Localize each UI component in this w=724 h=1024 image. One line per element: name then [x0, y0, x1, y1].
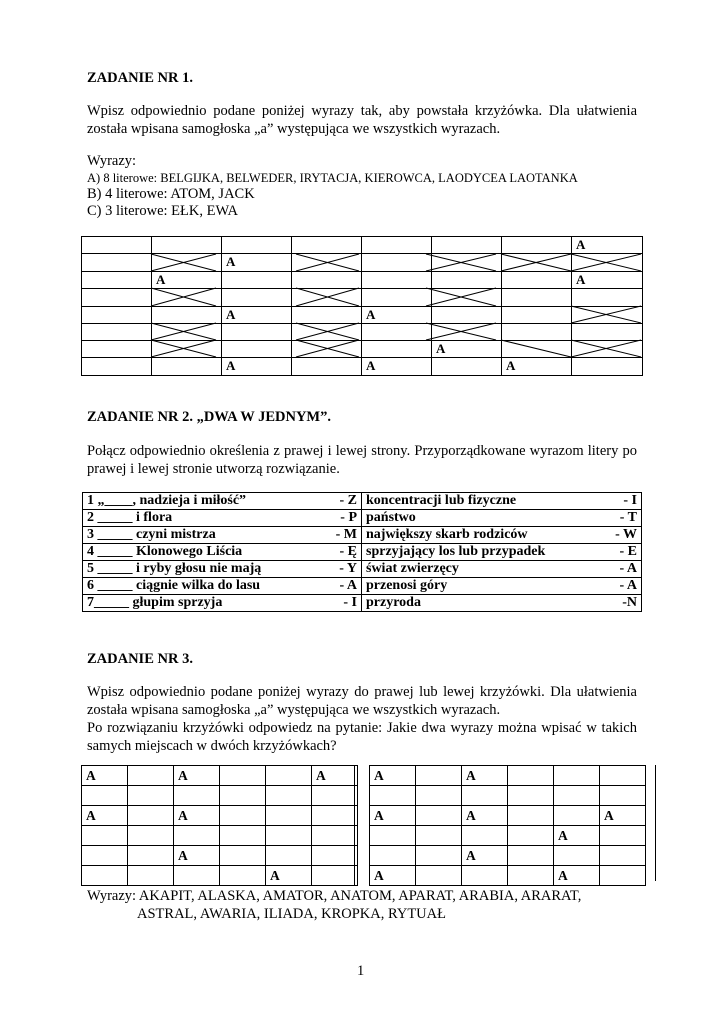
match-left-code: - Z: [339, 493, 357, 508]
match-left-code: - Ę: [339, 544, 357, 559]
grid-row: [370, 866, 646, 886]
page-number: 1: [357, 963, 365, 979]
match-left-text: 7_____ głupim sprzyja: [87, 595, 223, 610]
crossword-left: [81, 765, 358, 886]
grid-cell[interactable]: [554, 806, 600, 826]
grid-cell[interactable]: [508, 766, 554, 786]
grid-cell[interactable]: [266, 826, 312, 846]
grid-cell[interactable]: [508, 786, 554, 806]
task1-instruction: Wpisz odpowiednio podane poniżej wyrazy tak, aby powstała krzyżówka. Dla ułatwienia została wpisana samogłoska „a” występująca we wszystkich wyrazach.: [87, 103, 637, 137]
match-right-cell: [362, 527, 642, 544]
cw1-letter: A: [506, 358, 516, 373]
match-right-text: przyroda: [366, 595, 421, 610]
cw1-letter: A: [436, 341, 446, 356]
grid-cell[interactable]: [312, 866, 358, 886]
match-right-text: państwo: [366, 510, 416, 525]
grid-cell[interactable]: A: [600, 806, 646, 826]
grid-cell[interactable]: [508, 806, 554, 826]
grid-cell[interactable]: [220, 786, 266, 806]
grid-cell[interactable]: [600, 766, 646, 786]
task3-instruction: Wpisz odpowiednio podane poniżej wyrazy do prawej lub lewej krzyżówki. Dla ułatwienia została wpisana samogłoska „a” występująca we wszystkich wyrazach.: [87, 684, 637, 718]
grid-cell[interactable]: [370, 846, 416, 866]
match-right-code: - A: [619, 561, 637, 576]
cw1-letter: A: [156, 272, 166, 287]
match-left-text: 4 _____ Klonowego Liścia: [87, 544, 243, 559]
task1-words-8: A) 8 literowe: BELGIJKA, BELWEDER, IRYTACJA, KIEROWCA, LAODYCEA LAOTANKA: [87, 171, 578, 185]
task3-question: Po rozwiązaniu krzyżówki odpowiedz na pytanie: Jakie dwa wyrazy można wpisać w takich samych miejscach w dwóch krzyżówkach?: [87, 720, 637, 754]
crossword-1-grid: [81, 236, 643, 376]
match-right-code: - W: [615, 527, 637, 542]
grid-cell[interactable]: [220, 826, 266, 846]
match-right-cell: [362, 561, 642, 578]
match-row: [83, 561, 642, 578]
grid-cell[interactable]: A: [554, 826, 600, 846]
cw1-letter: A: [226, 358, 236, 373]
match-right-code: - T: [619, 510, 637, 525]
matching-table: [82, 492, 642, 612]
grid-cell[interactable]: A: [462, 846, 508, 866]
grid-row: [82, 826, 358, 846]
match-right-code: - E: [619, 544, 637, 559]
cw1-letter: A: [226, 307, 236, 322]
grid-cell[interactable]: [128, 826, 174, 846]
match-row: [83, 578, 642, 595]
match-row: [83, 493, 642, 510]
match-left-cell: [83, 578, 362, 595]
grid-cell[interactable]: [128, 766, 174, 786]
match-right-text: świat zwierzęcy: [366, 561, 459, 576]
grid-cell[interactable]: [370, 786, 416, 806]
task1-words-label: Wyrazy:: [87, 153, 137, 169]
grid-cell[interactable]: [266, 846, 312, 866]
match-row: [83, 527, 642, 544]
grid-cell[interactable]: [462, 826, 508, 846]
match-left-text: 5 _____ i ryby głosu nie mają: [87, 561, 262, 576]
match-row: [83, 544, 642, 561]
grid-cell[interactable]: [266, 766, 312, 786]
grid-cell[interactable]: [312, 826, 358, 846]
crossword-right-edge: [655, 765, 656, 881]
grid-row: [82, 866, 358, 886]
match-right-text: największy skarb rodziców: [366, 527, 528, 542]
grid-cell[interactable]: A: [174, 806, 220, 826]
task1-words-3: C) 3 literowe: EŁK, EWA: [87, 203, 239, 219]
task1-title: ZADANIE NR 1.: [87, 70, 193, 86]
grid-cell[interactable]: [600, 846, 646, 866]
task3-words-line2: ASTRAL, AWARIA, ILIADA, KROPKA, RYTUAŁ: [137, 906, 446, 922]
grid-row: [370, 786, 646, 806]
grid-row: [82, 846, 358, 866]
grid-row: [370, 766, 646, 786]
match-left-code: - A: [339, 578, 357, 593]
grid-cell[interactable]: [462, 866, 508, 886]
grid-cell[interactable]: [82, 866, 128, 886]
grid-cell[interactable]: [508, 846, 554, 866]
grid-cell[interactable]: [554, 846, 600, 866]
match-left-text: 1 „____, nadzieja i miłość”: [87, 493, 247, 508]
cw1-letter: A: [576, 237, 586, 252]
grid-cell[interactable]: [128, 866, 174, 886]
grid-cell[interactable]: [600, 866, 646, 886]
match-right-text: przenosi góry: [366, 578, 448, 593]
match-right-code: - I: [623, 493, 637, 508]
grid-row: [370, 846, 646, 866]
match-right-code: - A: [619, 578, 637, 593]
grid-cell[interactable]: A: [554, 866, 600, 886]
grid-cell[interactable]: [312, 786, 358, 806]
grid-cell[interactable]: A: [370, 806, 416, 826]
task1-words-4: B) 4 literowe: ATOM, JACK: [87, 186, 255, 202]
grid-cell[interactable]: [128, 786, 174, 806]
grid-cell[interactable]: [508, 826, 554, 846]
grid-row: [82, 766, 358, 786]
match-left-cell: [83, 595, 362, 612]
grid-cell[interactable]: [82, 786, 128, 806]
grid-cell[interactable]: [266, 806, 312, 826]
grid-row: [370, 806, 646, 826]
cw1-letter: A: [366, 358, 376, 373]
crossword-divider: [354, 765, 646, 886]
grid-cell[interactable]: [312, 846, 358, 866]
grid-cell[interactable]: [220, 866, 266, 886]
match-left-code: - Y: [339, 561, 357, 576]
match-right-code: -N: [622, 595, 637, 610]
grid-cell[interactable]: [82, 846, 128, 866]
task2-instruction: Połącz odpowiednio określenia z prawej i lewej strony. Przyporządkowane wyrazom litery po prawej i lewej stronie utworzą rozwiązanie.: [87, 443, 637, 477]
cw1-letter: A: [226, 254, 236, 269]
grid-cell[interactable]: [600, 826, 646, 846]
grid-cell[interactable]: [416, 806, 462, 826]
grid-cell[interactable]: [266, 786, 312, 806]
match-right-cell: [362, 595, 642, 612]
match-left-text: 2 _____ i flora: [87, 510, 173, 525]
grid-cell[interactable]: [82, 826, 128, 846]
grid-cell[interactable]: [220, 846, 266, 866]
grid-cell[interactable]: [128, 806, 174, 826]
grid-cell[interactable]: [416, 766, 462, 786]
grid-cell[interactable]: A: [266, 866, 312, 886]
match-left-text: 6 _____ ciągnie wilka do lasu: [87, 578, 261, 593]
grid-cell[interactable]: A: [82, 766, 128, 786]
grid-cell[interactable]: [554, 766, 600, 786]
match-right-text: sprzyjający los lub przypadek: [366, 544, 546, 559]
match-right-cell: [362, 510, 642, 527]
match-left-cell: [83, 561, 362, 578]
grid-cell[interactable]: A: [462, 766, 508, 786]
grid-cell[interactable]: [312, 806, 358, 826]
grid-cell[interactable]: [554, 786, 600, 806]
match-left-cell: [83, 544, 362, 561]
grid-cell[interactable]: A: [370, 766, 416, 786]
match-left-cell: [83, 527, 362, 544]
grid-cell[interactable]: [416, 846, 462, 866]
cw1-letter: A: [366, 307, 376, 322]
match-left-text: 3 _____ czyni mistrza: [87, 527, 216, 542]
task3-words-line1: Wyrazy: AKAPIT, ALASKA, AMATOR, ANATOM, APARAT, ARABIA, ARARAT,: [87, 888, 582, 904]
grid-cell[interactable]: [174, 826, 220, 846]
grid-cell[interactable]: [174, 786, 220, 806]
grid-cell[interactable]: [128, 846, 174, 866]
grid-cell[interactable]: A: [174, 846, 220, 866]
match-right-cell: [362, 493, 642, 510]
grid-cell[interactable]: A: [312, 766, 358, 786]
grid-cell[interactable]: [220, 806, 266, 826]
match-row: [83, 510, 642, 527]
grid-cell[interactable]: A: [174, 766, 220, 786]
grid-row: [82, 786, 358, 806]
match-right-cell: [362, 544, 642, 561]
grid-cell[interactable]: [600, 786, 646, 806]
grid-cell[interactable]: [462, 786, 508, 806]
task2-title: ZADANIE NR 2. „DWA W JEDNYM”.: [87, 409, 331, 425]
grid-cell[interactable]: [416, 786, 462, 806]
grid-cell[interactable]: A: [82, 806, 128, 826]
grid-cell[interactable]: A: [462, 806, 508, 826]
grid-row: [82, 806, 358, 826]
crossword-1: [81, 236, 643, 376]
task3-title: ZADANIE NR 3.: [87, 651, 193, 667]
grid-cell[interactable]: [508, 866, 554, 886]
grid-cell[interactable]: [370, 826, 416, 846]
match-left-code: - M: [335, 527, 357, 542]
match-left-cell: [83, 493, 362, 510]
match-left-cell: [83, 510, 362, 527]
grid-row: [370, 826, 646, 846]
match-right-text: koncentracji lub fizyczne: [366, 493, 517, 508]
grid-cell[interactable]: [174, 866, 220, 886]
match-left-code: - I: [343, 595, 357, 610]
grid-cell[interactable]: [416, 826, 462, 846]
match-left-code: - P: [340, 510, 357, 525]
grid-cell[interactable]: [416, 866, 462, 886]
grid-cell[interactable]: A: [370, 866, 416, 886]
cw1-letter: A: [576, 272, 586, 287]
match-right-cell: [362, 578, 642, 595]
grid-cell[interactable]: [220, 766, 266, 786]
match-row: [83, 595, 642, 612]
